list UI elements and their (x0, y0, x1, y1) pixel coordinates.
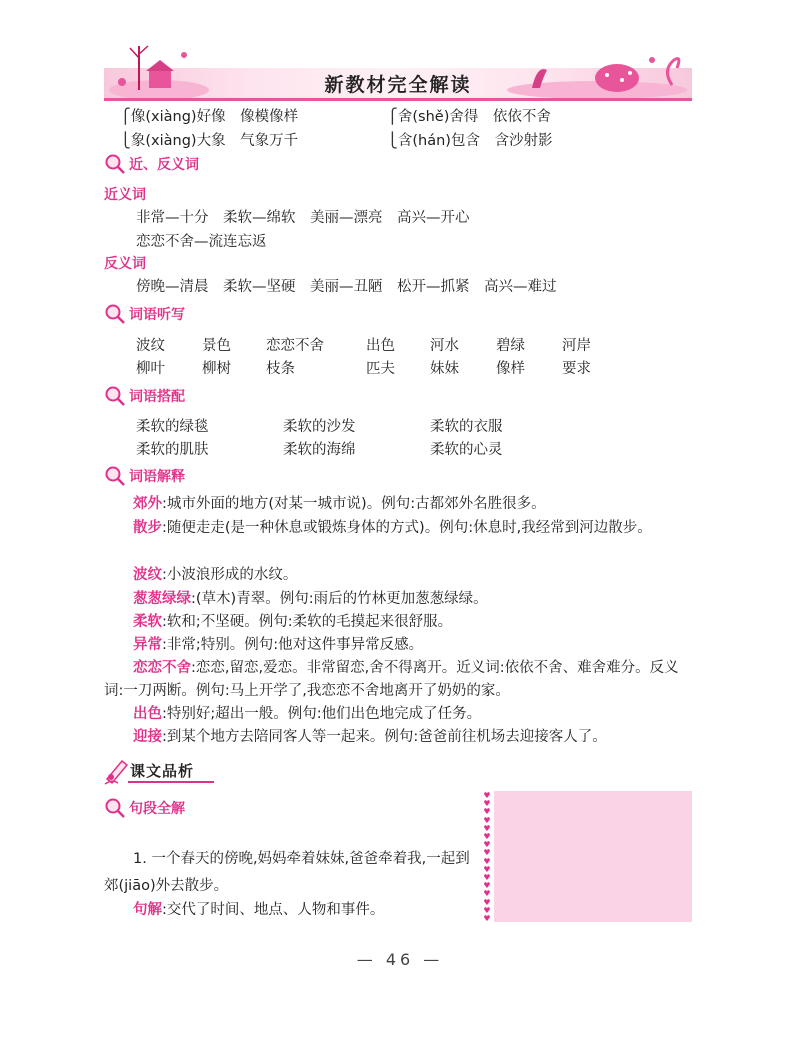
antonym-line-1: 傍晚—清晨 柔软—坚硬 美丽—丑陋 松开—抓紧 高兴—难过 (136, 279, 557, 295)
dictation-word: 河水 (430, 338, 459, 354)
dictation-word: 出色 (366, 338, 395, 354)
brace: ⎩ (387, 133, 398, 149)
collocation-phrase: 柔软的衣服 (430, 419, 503, 435)
brace: ⎩ (120, 133, 131, 149)
section-synonyms: 近、反义词 (104, 153, 199, 175)
definition-item: 波纹:小波浪形成的水纹。 (133, 567, 298, 583)
dictation-word: 景色 (202, 338, 231, 354)
section-collocation: 词语搭配 (104, 385, 185, 407)
magnifier-icon (104, 465, 126, 487)
dictation-word: 像样 (496, 361, 525, 377)
brace: ⎧ (387, 109, 398, 125)
definition-item: 出色:特别好;超出一般。例句:他们出色地完成了任务。 (133, 706, 482, 722)
dictation-word: 匹夫 (366, 361, 395, 377)
page-number: — 46 — (356, 950, 444, 969)
analysis-header-rule (128, 781, 214, 783)
pair-row-1-right: ⎧舍(shě)舍得 依依不舍 (387, 109, 551, 125)
synonym-label: 近义词 (104, 187, 146, 203)
definition-item: 迎接:到某个地方去陪同客人等一起来。例句:爸爸前往机场去迎接客人了。 (133, 729, 607, 745)
definition-item: 郊外:城市外面的地方(对某一城市说)。例句:古都郊外名胜很多。 (133, 496, 546, 512)
dictation-word: 要求 (562, 361, 591, 377)
definition-item: 异常:非常;特别。例句:他对这件事异常反感。 (133, 637, 424, 653)
synonym-line-2: 恋恋不舍—流连忘返 (136, 234, 267, 250)
section-sentence-analysis: 句段全解 (104, 797, 185, 819)
notes-box (494, 791, 692, 922)
dictation-word: 河岸 (562, 338, 591, 354)
magnifier-icon (104, 797, 126, 819)
collocation-phrase: 柔软的心灵 (430, 442, 503, 458)
definition-item: 柔软:软和;不坚硬。例句:柔软的毛摸起来很舒服。 (133, 614, 453, 630)
header-title: 新教材完全解读 (324, 74, 472, 96)
pair-row-2: ⎩象(xiàng)大象 气象万千 (120, 133, 299, 149)
header-rule (104, 98, 692, 101)
analysis-sentence: 1. 一个春天的傍晚,妈妈牵着妹妹,爸爸牵着我,一起到郊(jiāo)外去散步。 (104, 851, 470, 894)
brace: ⎧ (120, 109, 131, 125)
dictation-word: 柳叶 (136, 361, 165, 377)
dictation-word: 妹妹 (430, 361, 459, 377)
synonym-line-1: 非常—十分 柔软—绵软 美丽—漂亮 高兴—开心 (136, 210, 470, 226)
dictation-word: 波纹 (136, 338, 165, 354)
magnifier-icon (104, 385, 126, 407)
collocation-phrase: 柔软的沙发 (283, 419, 356, 435)
dictation-word: 碧绿 (496, 338, 525, 354)
collocation-phrase: 柔软的海绵 (283, 442, 356, 458)
pair-row-1: ⎧像(xiàng)好像 像模像样 (120, 109, 299, 125)
analysis-header-label: 课文品析 (130, 762, 195, 780)
section-dictation: 词语听写 (104, 303, 185, 325)
dictation-word: 柳树 (202, 361, 231, 377)
definition-item: 恋恋不舍:恋恋,留恋,爱恋。非常留恋,舍不得离开。近义词:依依不舍、难舍难分。反义词:一刀两断。例句:马上开学了,我恋恋不舍地离开了奶奶的家。 (104, 660, 679, 699)
collocation-phrase: 柔软的肌肤 (136, 442, 209, 458)
page-header (104, 40, 692, 100)
collocation-phrase: 柔软的绿毯 (136, 419, 209, 435)
magnifier-icon (104, 303, 126, 325)
definition-item: 葱葱绿绿:(草木)青翠。例句:雨后的竹林更加葱葱绿绿。 (133, 591, 488, 607)
analysis-header (104, 757, 224, 787)
dictation-word: 枝条 (266, 361, 295, 377)
antonym-label: 反义词 (104, 256, 146, 272)
pen-icon (104, 757, 130, 785)
analysis-explanation: 句解:交代了时间、地点、人物和事件。 (133, 902, 385, 918)
dictation-word: 恋恋不舍 (266, 338, 324, 354)
pair-row-2-right: ⎩含(hán)包含 含沙射影 (387, 133, 553, 149)
definition-item: 散步:随便走走(是一种休息或锻炼身体的方式)。例句:休息时,我经常到河边散步。 (133, 520, 652, 536)
section-explanation: 词语解释 (104, 465, 185, 487)
heart-divider: ♥ ♥ ♥ ♥ ♥ ♥ ♥ ♥ ♥ ♥ ♥ ♥ ♥ ♥ ♥ ♥ (483, 791, 491, 924)
magnifier-icon (104, 153, 126, 175)
